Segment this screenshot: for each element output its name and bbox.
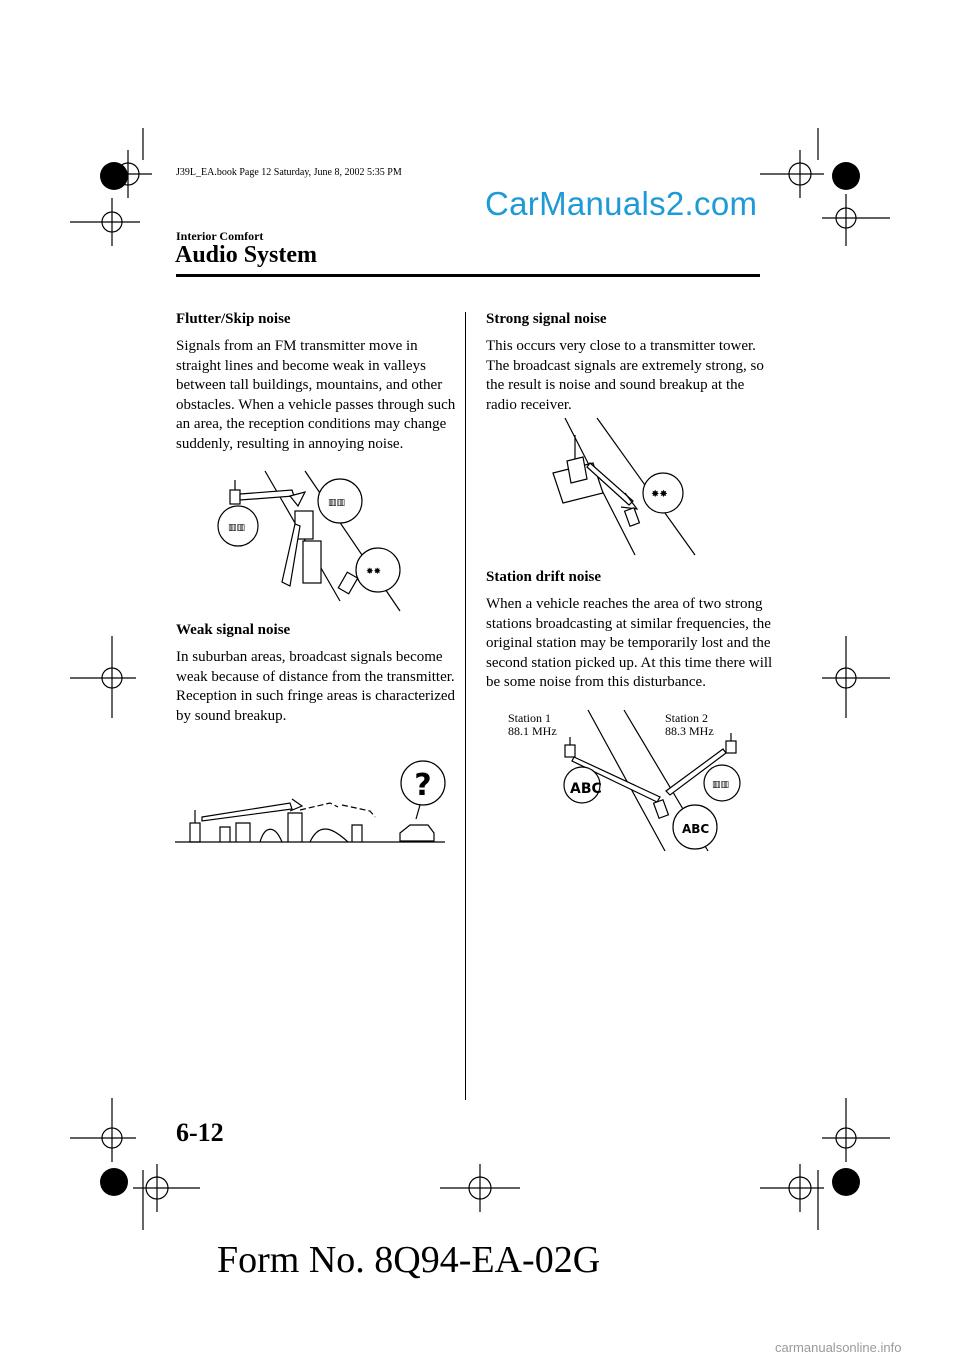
station1-frequency: 88.1 MHz [508,724,557,738]
flutter-illustration [210,466,410,614]
abc-glyph: ABC [570,781,602,797]
abc-glyph-mixed: ABC [682,822,710,836]
weak-signal-illustration [170,755,450,850]
station1-name: Station 1 [508,711,552,725]
strong-body: This occurs very close to a transmitter tower. The broadcast signals are extremely strong, so the result is noise and sound breakup at the radio receiver. [486,338,764,413]
flutter-heading: Flutter/Skip noise [176,311,291,327]
section-label: Interior Comfort [176,229,264,243]
watermark: CarManuals2.com [485,185,758,222]
svg-text:▥▥: ▥▥ [328,498,346,508]
svg-text:✸✸: ✸✸ [651,489,668,500]
page-number: 6-12 [176,1118,224,1147]
svg-text:▥▥: ▥▥ [228,523,246,533]
flutter-body: Signals from an FM transmitter move in straight lines and become weak in valleys between tall buildings, mountains, and other obstacles. When a vehicle passes through such an area, the reception conditions may change suddenly, resulting in annoying noise. [176,338,456,452]
station2-frequency: 88.3 MHz [665,724,714,738]
footer-site: carmanualsonline.info [775,1340,902,1355]
weak-heading: Weak signal noise [176,622,291,638]
strong-heading: Strong signal noise [486,311,607,327]
title-rule [176,274,760,277]
file-header: J39L_EA.book Page 12 Saturday, June 8, 2002 5:35 PM [176,167,402,178]
svg-text:✸✸: ✸✸ [366,567,382,577]
question-mark: ? [414,768,432,803]
form-number: Form No. 8Q94-EA-02G [217,1239,601,1281]
station2-name: Station 2 [665,711,709,725]
drift-heading: Station drift noise [486,569,602,585]
station-drift-illustration [540,705,750,855]
weak-body: In suburban areas, broadcast signals become weak because of distance from the transmitter. Reception in such fringe areas is characterized by sound breakup. [176,649,456,724]
strong-signal-illustration [545,413,705,558]
page-title: Audio System [175,242,318,268]
svg-text:▥▥: ▥▥ [712,780,730,790]
drift-body: When a vehicle reaches the area of two strong stations broadcasting at similar frequencies, the original station may be temporarily lost and the second station picked up. At this time there will be some noise from this disturbance. [486,596,773,691]
